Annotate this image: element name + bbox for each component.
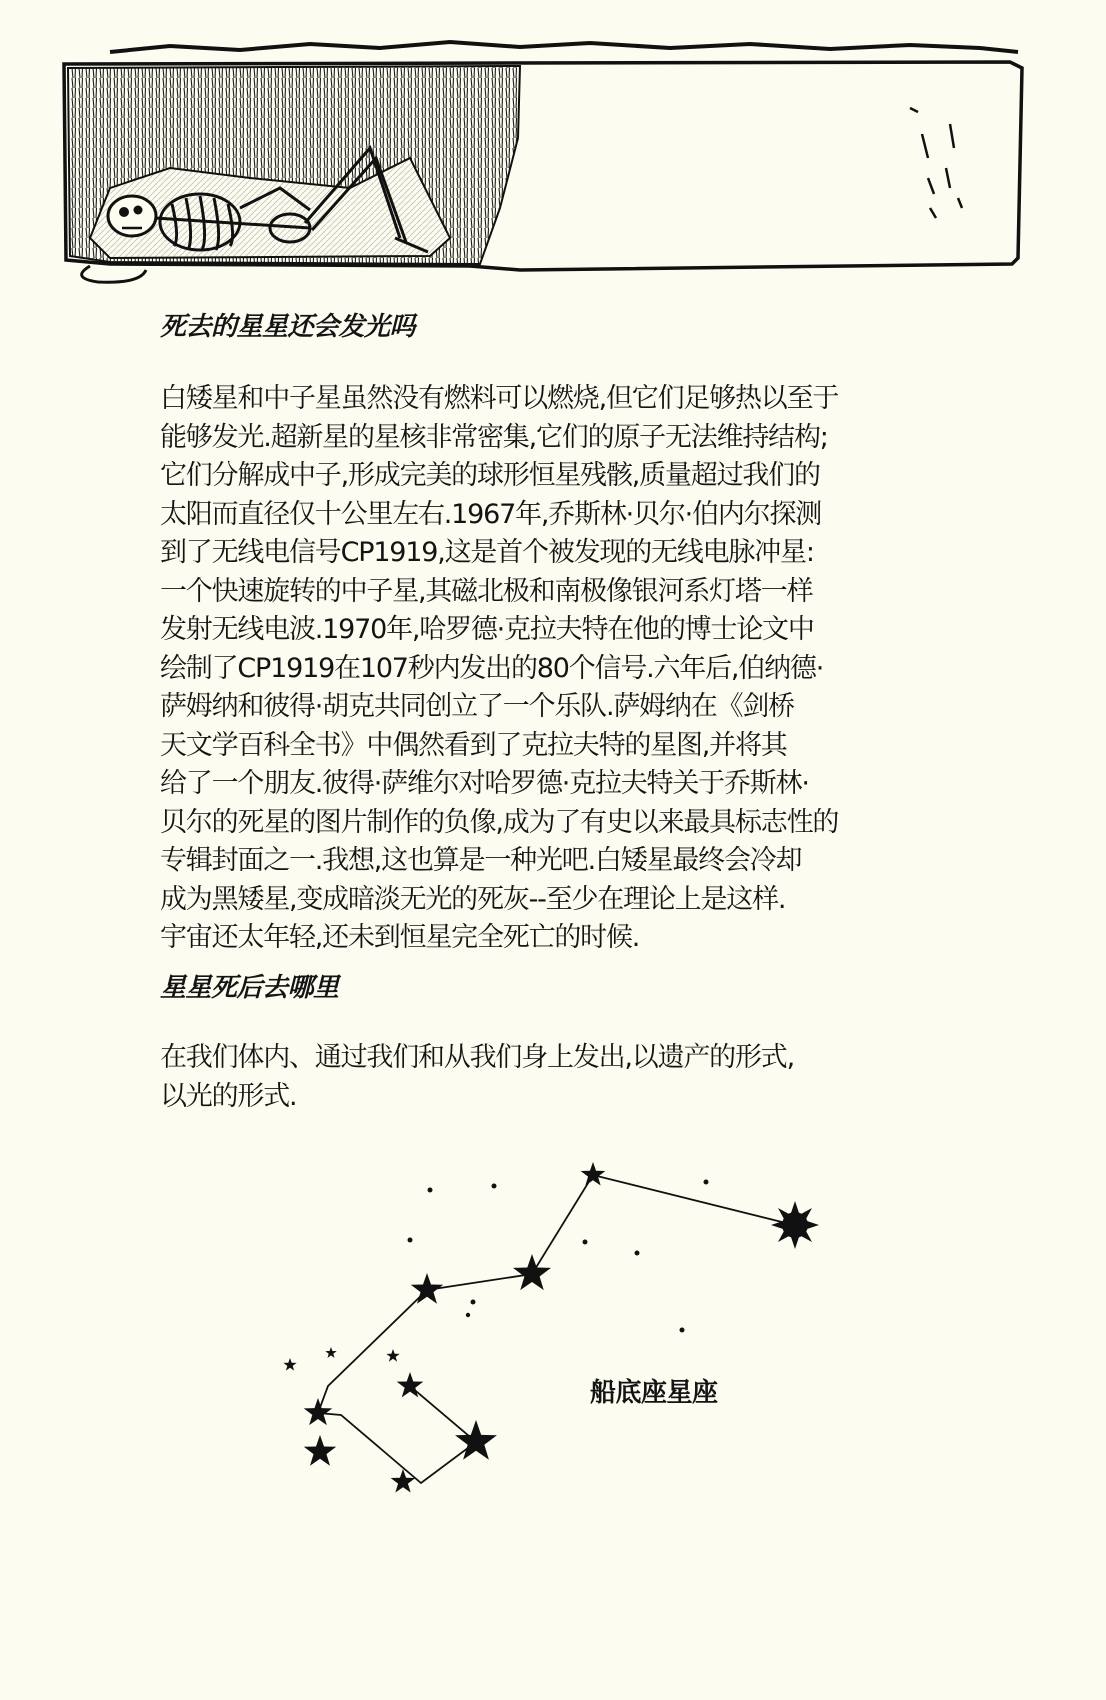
paragraph — [160, 1039, 980, 1116]
text-line: 白矮星和中子星虽然没有燃料可以燃烧,但它们足够热以至于 — [160, 383, 839, 414]
star-icon — [581, 1162, 606, 1186]
burst-star-icon — [771, 1201, 819, 1249]
constellation-label: 船底座星座 — [590, 1378, 718, 1408]
text-line: 一个快速旋转的中子星,其磁北极和南极像银河系灯塔一样 — [160, 575, 813, 607]
text-line: 宇宙还太年轻,还未到恒星完全死亡的时候. — [160, 922, 640, 953]
text-line: 贝尔的死星的图片制作的负像,成为了有史以来最具标志性的 — [160, 806, 839, 838]
text-line: 成为黑矮星,变成暗淡无光的死灰--至少在理论上是这样. — [160, 883, 786, 915]
star-icon — [391, 1469, 416, 1493]
text-line: 天文学百科全书》中偶然看到了克拉夫特的星图,并将其 — [160, 729, 787, 761]
text-line: 发射无线电波.1970年,哈罗德·克拉夫特在他的博士论文中 — [160, 614, 814, 645]
text-line: 以光的形式. — [160, 1080, 297, 1112]
text-line: 到了无线电信号CP1919,这是首个被发现的无线电脉冲星: — [160, 537, 814, 568]
text-line: 给了一个朋友.彼得·萨维尔对哈罗德·克拉夫特关于乔斯林· — [160, 768, 809, 799]
paragraph — [160, 380, 980, 958]
star-icon — [411, 1273, 443, 1304]
text-line: 它们分解成中子,形成完美的球形恒星残骸,质量超过我们的 — [160, 460, 820, 491]
star-icon — [325, 1347, 336, 1358]
carina-constellation-illustration — [260, 1150, 860, 1500]
star-icon — [513, 1254, 551, 1290]
text-line: 萨姆纳和彼得·胡克共同创立了一个乐队.萨姆纳在《剑桥 — [160, 691, 794, 722]
section-heading: 死去的星星还会发光吗 — [160, 312, 416, 342]
star-icon — [304, 1398, 333, 1425]
text-line: 太阳而直径仅十公里左右.1967年,乔斯林·贝尔·伯内尔探测 — [160, 498, 822, 530]
section-heading: 星星死后去哪里 — [160, 973, 339, 1003]
star-icon — [304, 1435, 336, 1466]
text-line: 绘制了CP1919在107秒内发出的80个信号.六年后,伯纳德· — [160, 652, 824, 684]
star-icon — [283, 1358, 296, 1371]
star-icon — [386, 1349, 399, 1362]
text-line: 能够发光.超新星的星核非常密集,它们的原子无法维持结构; — [160, 421, 828, 453]
text-line: 在我们体内、通过我们和从我们身上发出,以遗产的形式, — [160, 1042, 794, 1073]
skeleton-grave-illustration — [50, 38, 1055, 298]
text-line: 专辑封面之一.我想,这也算是一种光吧.白矮星最终会冷却 — [160, 845, 802, 876]
